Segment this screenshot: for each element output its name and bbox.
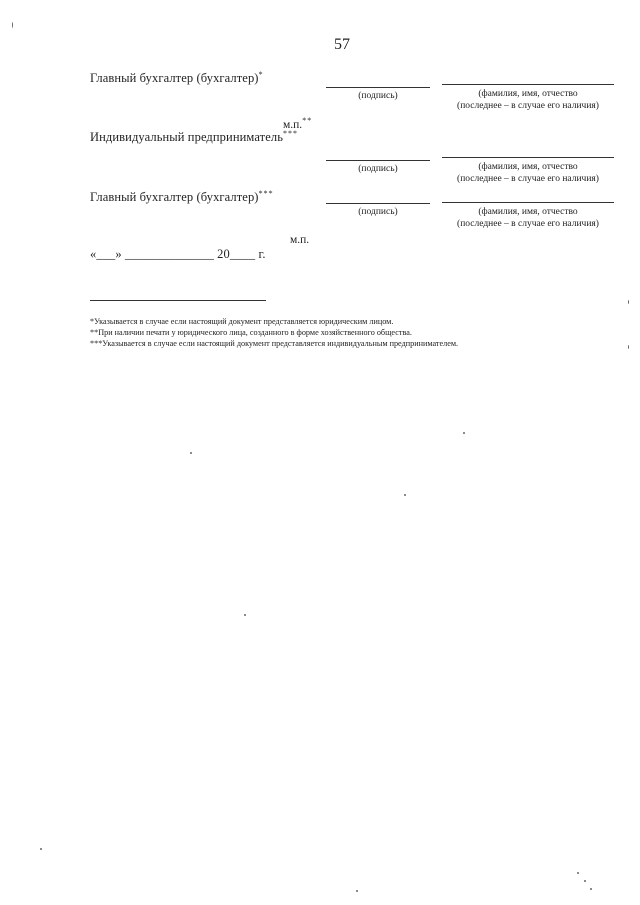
chief-accountant-label xyxy=(90,189,274,205)
footnote-1: *Указывается в случае если настоящий документ представляется юридическим лицом. xyxy=(90,317,394,326)
scan-speck xyxy=(190,452,192,454)
scan-speck xyxy=(404,494,406,496)
footnote-separator xyxy=(90,300,266,301)
chief-accountant-label-text: Главный бухгалтер (бухгалтер) xyxy=(90,71,259,86)
footnote-mark: *** xyxy=(283,129,298,138)
name-caption-line1: (фамилия, имя, отчество xyxy=(478,207,578,217)
name-line xyxy=(442,84,614,85)
date-day-blank: ___ xyxy=(96,247,116,261)
name-caption-line2: (последнее – в случае его наличия) xyxy=(457,101,599,111)
chief-accountant-label-text: Главный бухгалтер (бухгалтер) xyxy=(90,190,259,205)
date-year-suffix: г. xyxy=(258,247,266,261)
scan-speck xyxy=(590,888,592,890)
scan-speck xyxy=(628,300,629,304)
footnote-2: **При наличии печати у юридического лица, созданного в форме хозяйственного общества. xyxy=(90,328,412,337)
footnote-mark: * xyxy=(258,70,264,79)
name-caption-line1: (фамилия, имя, отчество xyxy=(478,89,578,99)
name-caption-line2: (последнее – в случае его наличия) xyxy=(457,174,599,184)
name-caption-line1: (фамилия, имя, отчество xyxy=(478,162,578,172)
date-close-quote: » xyxy=(115,247,122,261)
scan-speck xyxy=(40,848,42,850)
name-caption-line2: (последнее – в случае его наличия) xyxy=(457,219,599,229)
scan-speck xyxy=(628,345,629,349)
entrepreneur-label-text: Индивидуальный предприниматель xyxy=(90,130,283,145)
scan-speck xyxy=(463,432,465,434)
date-year-prefix: 20 xyxy=(217,247,230,261)
signature-line xyxy=(326,160,430,161)
signature-caption: (подпись) xyxy=(358,164,398,174)
name-caption xyxy=(436,206,620,230)
footnote-mark: *** xyxy=(258,189,274,198)
chief-accountant-label xyxy=(90,70,264,86)
name-line xyxy=(442,157,614,158)
scan-speck xyxy=(584,880,586,882)
scan-speck xyxy=(356,890,358,892)
scan-speck xyxy=(577,872,579,874)
signature-caption: (подпись) xyxy=(358,207,398,217)
name-caption xyxy=(436,161,620,185)
date-line xyxy=(90,247,266,262)
date-month-blank: ______________ xyxy=(125,247,214,261)
scan-speck xyxy=(244,614,246,616)
footnote-mark: ** xyxy=(302,116,313,125)
scan-speck xyxy=(12,22,13,28)
page-number: 57 xyxy=(334,36,350,53)
stamp-place-label: м.п. xyxy=(290,234,310,246)
entrepreneur-label xyxy=(90,129,298,145)
name-line xyxy=(442,202,614,203)
signature-line xyxy=(326,203,430,204)
name-caption xyxy=(436,88,620,112)
signature-caption: (подпись) xyxy=(358,91,398,101)
footnotes xyxy=(90,316,630,349)
date-year-blank: ____ xyxy=(229,247,256,261)
signature-line xyxy=(326,87,430,88)
stamp-place-text: м.п. xyxy=(283,118,303,131)
footnote-3: ***Указывается в случае если настоящий документ представляется индивидуальным предпринимателем. xyxy=(90,339,459,348)
date-open-quote: « xyxy=(90,247,97,261)
